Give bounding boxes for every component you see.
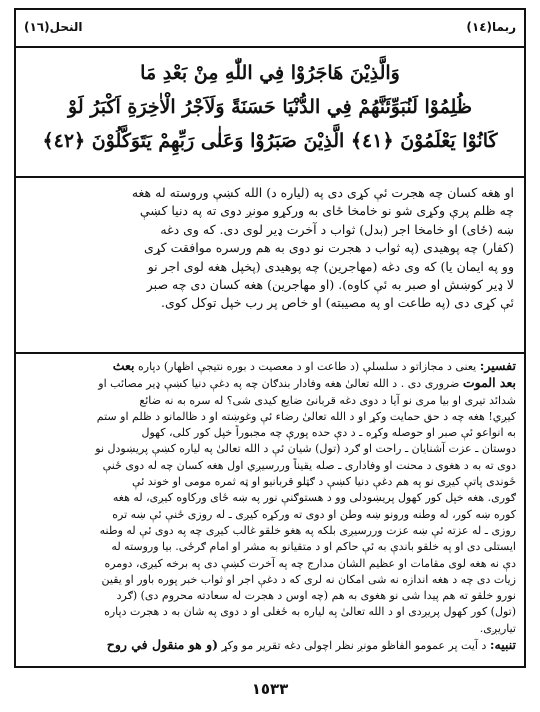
tafsir-line: كوره ښه كور، له وطنه ورونو ښه وطن او دوى ته وركړه كيږى ـ له روزى ځنې ئې ښه تره — [112, 507, 516, 521]
tafsir-bold-term: (و هو منقول في روح — [106, 637, 219, 653]
tafsir-line: كيږي! هغه چه د حق حمايت وكړ او د الله تعالىٰ رضاء ئې وغوښته او د ظالمانو د ظلم او ستم — [96, 409, 516, 423]
translation-block — [16, 178, 524, 354]
tafsir-line: ځوندى پاتې كيږى نو په هم دغې دنيا كښې د ګټلو قربانيو او ټه ثمره مومى او خوند ئې — [132, 475, 516, 489]
tafsir-line: شدائد تيرى او بيا مرى نو آيا د دوى دغه قربانئ ضايع كيدى شى؟ له سره به نه ضائع — [139, 393, 516, 407]
tafsir-bold-term: بعث — [112, 358, 135, 373]
tafsir-line: به انواعو ئې صبر او حوصله وكړه ـ د دې حده پورې چه مجبوراً خپل كور كلى، كهول — [141, 426, 516, 440]
tafsir-line: ايستلى دى او په خلقو باندې به ئې حاكم او د متقيانو به مشر او امام ګرځى. بيا وروسته له — [111, 540, 516, 554]
tafsir-text: د آيت پر عمومو الفاظو مونږ نظر اچولى دغه تقرير مو وكړ — [221, 639, 487, 653]
tafsir-line: زيات دى چه د هغه اندازه نه شى امكان نه لرى كه د دغې اجر او ثواب خبر پوره باور او يقين — [101, 572, 516, 586]
page-number: ١٥٣٣ — [251, 680, 289, 698]
tafsir-line: ګورى. هغه خپل كور كهول پريښودلى وو د هستوګنې نور په ښه ځاى وركاوه كيږى، له هغه — [112, 491, 516, 505]
tafsir-label: تفسير: — [479, 358, 516, 373]
tafsir-label: تنبيه: — [489, 637, 516, 653]
verse-line: كَانُوْا يَعْلَمُوْنَ ﴿٤١﴾ الَّذِيْنَ صَبَرُوْا وَعَلٰى رَبِّهِمْ يَتَوَكَّلُوْنَ ﴿٤٢﴾ — [42, 130, 498, 152]
running-header — [16, 10, 524, 48]
translation-line: او هغه كسان چه هجرت ئې كړى دى په (لياره د) الله كښې وروسته له هغه — [131, 185, 514, 200]
translation-line: ښه (ځاى) او خامخا اجر (بدل) ثواب د آخرت ډير لوى دى. كه وى دغه — [160, 221, 514, 237]
translation-line: وو په ايمان يا) كه وى دغه (مهاجرين) چه پوهيدى (پخپل هغه لوى اجر نو — [147, 258, 514, 274]
tafsir-line: روزى ـ له عزته ئې ښه عزت وررسيږى بلكه په هغو خلقو غالب كيږى چه په دوى ئې له وطنه — [99, 523, 516, 537]
tafsir-line: نورو خلقو ته هم پيدا شى نو هغوى به هم (چه اوس د هجرت له سعادته محروم دى) (ګرد — [116, 589, 516, 603]
verse-line: ظُلِمُوْا لَنُبَوِّئَنَّهُمْ فِي الدُّنْيَا حَسَنَةً وَلَاَجْرُ الْاٰخِرَةِ اَكْبَرُ لَوْ — [68, 96, 472, 118]
verse-line: وَالَّذِيْنَ هَاجَرُوْا فِي اللّٰهِ مِنْ بَعْدِ مَا — [140, 62, 400, 84]
tafsir-line: تياريږى. — [479, 621, 516, 635]
translation-line: ئې كړى دى (په طاعت او په مصيبته) او خاص پر رب خپل توكل كوى. — [161, 295, 514, 311]
tafsir-line — [24, 375, 516, 392]
tafsir-line: (تول) كور كهول پريږدى او د الله تعالىٰ په لياره به ځغلى او د دوى په شان به د هجرت دپاره — [104, 605, 516, 619]
tafsir-line — [24, 358, 516, 375]
tafsir-line: دوستان ـ عزت آشنايان ـ راحت او ګرد (تول) شيان ئې د الله تعالىٰ په لياره كښې پريښودل نو — [95, 442, 516, 456]
tafsir-bold-term: بعد الموت — [462, 375, 516, 391]
header-juz: ربما(١٤) — [466, 20, 516, 34]
quran-verse-block — [16, 48, 524, 178]
tafsir-line: دې نه هغه لوى مقامات او عظيم الشان مدارج چه په آخرت كښې دى په برخه كيږى، دومره — [104, 556, 516, 570]
translation-line: (كفار) چه پوهيدى (په ثواب د هجرت نو دوى به هم ورسره موافقت كړى — [144, 240, 514, 256]
tafsir-text: ضرورى دى . د الله تعالىٰ هغه وفادار بندګان چه په دغې دنيا كښې ډير مصائب او — [98, 377, 460, 391]
header-surah: النحل(١٦) — [24, 20, 83, 34]
tafsir-block — [16, 354, 524, 670]
tafsir-text: يعنى د مجازاتو د سلسلې (د طاعت او د معصيت د بوره نتيجې اظهار) دپاره — [138, 360, 477, 373]
tafsir-line — [24, 637, 516, 654]
tafsir-line: دوى ته به د هغوى د محنت او وفادارى ـ صله يقيناً وررسيږي اول هغه كسان چه له دوى ځنې — [102, 458, 516, 472]
translation-line: چه ظلم پرې وكړى شو نو خامخا ځاى به وركړو مونږ دوى ته په دنيا كښې — [139, 203, 514, 219]
translation-line: لا ډير كوښش او صبر به ئې كاوه). (او مهاجرين) هغه كسان دى چه صبر — [146, 277, 514, 293]
page-frame — [14, 8, 526, 668]
